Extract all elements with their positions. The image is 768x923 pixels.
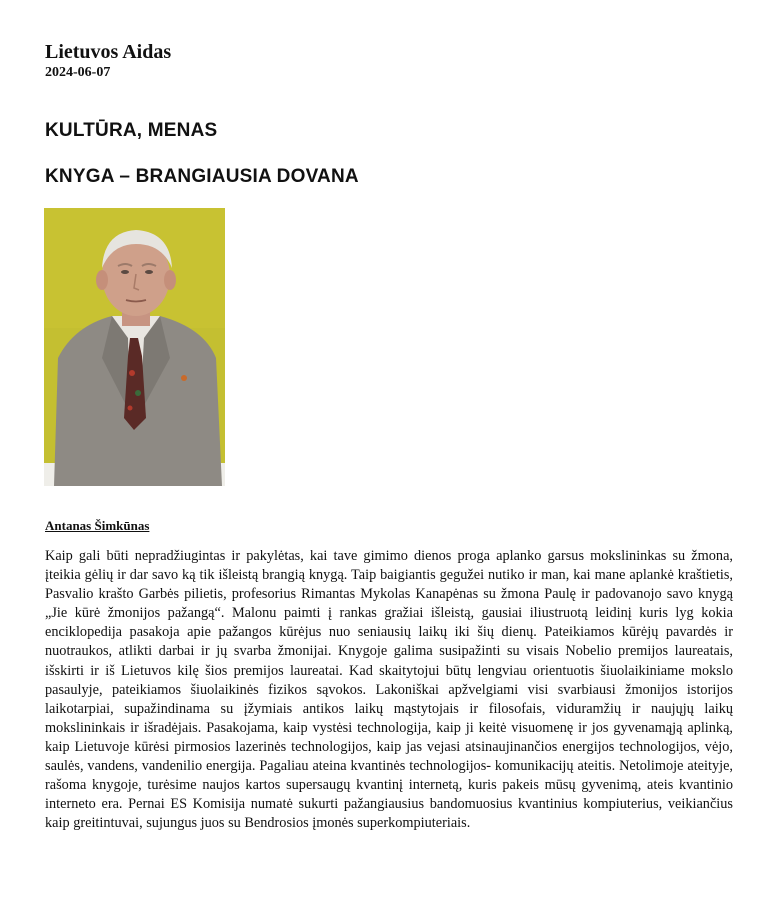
article-headline: KNYGA – BRANGIAUSIA DOVANA [45,166,359,187]
publication-date: 2024-06-07 [45,65,111,80]
portrait-image [44,208,225,486]
masthead [45,40,171,82]
author-byline: Antanas Šimkūnas [45,518,150,533]
article-body: Kaip gali būti nepradžiugintas ir pakylėtas, kai tave gimimo dienos proga aplanko garsus mokslininkas su žmona, įteikia gėlių ir dar savo ką tik išleistą brangią knygą. Taip baigiantis gegužei nutiko ir man, kai mane aplankė kraštietis, Pasvalio krašto Garbės pilietis, profesorius Rimantas Mykolas Kanapėnas su žmona Paulę ir padovanojo savo knygą „Jie kūrė žmonijos pažangą“. Malonu paimti į rankas gražiai išleistą, gausiai iliustruotą leidinį kuris lyg kokia enciklopedija pasakoja apie pažangos kūrėjus nuo seniausių laikų iki šių dienų. Pateikiamos kūrėjų pavardės ir nuotraukos, atlikti darbai ir jų svarba žmonijai. Knygoje galima susipažinti su visais Nobelio premijos laureatais, išskirti ir iš Lietuvos kilę šios premijos laureatai. Kad skaitytojui būtų lengviau orientuotis šiuolaikiniame mokslo pasaulyje, pateikiamos šiuolaikinės fizikos sąvokos. Lakoniškai apžvelgiami visi svarbiausi žmonijos istorijos laikotarpiai, supažindinama su įžymiais antikos laikų mąstytojais ir filosofais, viduramžių ir naujųjų laikų mokslininkais ir išradėjais. Pasakojama, kaip vystėsi technologija, kaip ji keitė visuomenę ir jos gyvenamąją aplinką, kaip Lietuvoje kūrėsi pirmosios lazerinės technologijos, kaip jas vejasi atsinaujinančios energijos technologijos, vėjo, saulės, vandens, vandenilio energija. Pagaliau ateina kvantinės technologijos- komunikacijų ateitis. Netolimoje ateityje, rašoma knygoje, turėsime naujos kartos supersaugų kvantinį internetą, kuris pakeis mūsų gyvenimą, ateis kvantinio interneto era. Pernai ES Komisija numatė sukurti pažangiausius bandomuosius kvantinius kompiuterius, veikiančius kaip greitintuvai, sujungus juos su Bendrosios įmonės superkompiuteriais. [45,548,733,832]
section-title: KULTŪRA, MENAS [45,120,218,141]
publication-name: Lietuvos Aidas [45,41,172,63]
author-photo [44,208,225,486]
